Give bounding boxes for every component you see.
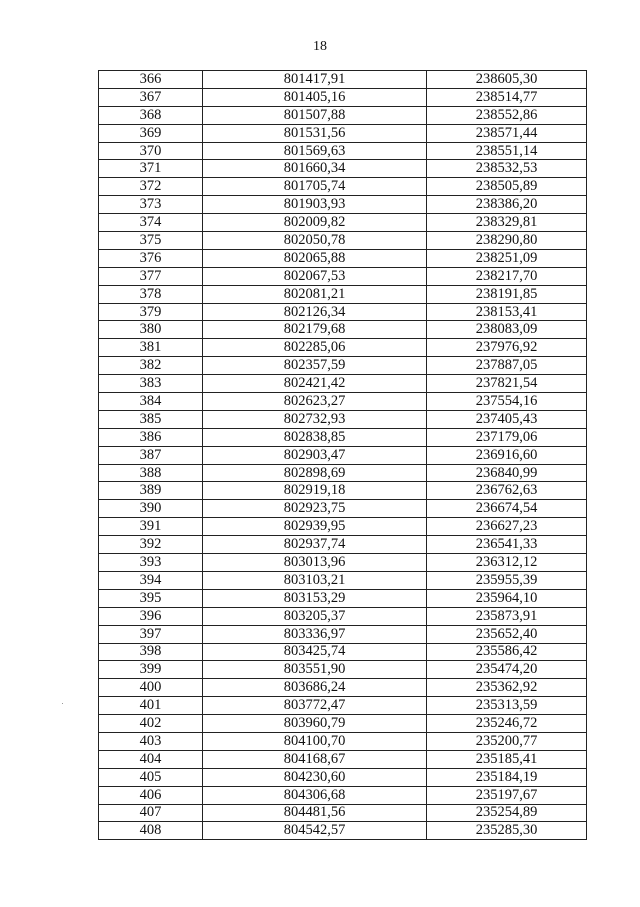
table-row: [99, 160, 587, 178]
y-coordinate-cell: 238571,44: [427, 124, 587, 142]
point-number-cell: 398: [99, 643, 203, 661]
x-coordinate-cell: 803153,29: [203, 589, 427, 607]
table-row: [99, 607, 587, 625]
table-row: [99, 375, 587, 393]
x-coordinate-cell: 802179,68: [203, 321, 427, 339]
y-coordinate-cell: 237179,06: [427, 428, 587, 446]
point-number-cell: 397: [99, 625, 203, 643]
table-row: [99, 482, 587, 500]
y-coordinate-cell: 236312,12: [427, 554, 587, 572]
point-number-cell: 385: [99, 410, 203, 428]
point-number-cell: 392: [99, 536, 203, 554]
point-number-cell: 375: [99, 232, 203, 250]
y-coordinate-cell: 238532,53: [427, 160, 587, 178]
x-coordinate-cell: 803013,96: [203, 554, 427, 572]
x-coordinate-cell: 802732,93: [203, 410, 427, 428]
x-coordinate-cell: 801405,16: [203, 88, 427, 106]
table-row: [99, 339, 587, 357]
x-coordinate-cell: 801903,93: [203, 196, 427, 214]
table-row: [99, 428, 587, 446]
x-coordinate-cell: 803551,90: [203, 661, 427, 679]
table-row: [99, 410, 587, 428]
point-number-cell: 373: [99, 196, 203, 214]
table-row: [99, 625, 587, 643]
x-coordinate-cell: 802050,78: [203, 232, 427, 250]
table-row: [99, 750, 587, 768]
point-number-cell: 404: [99, 750, 203, 768]
point-number-cell: 407: [99, 804, 203, 822]
x-coordinate-cell: 802623,27: [203, 393, 427, 411]
x-coordinate-cell: 803960,79: [203, 715, 427, 733]
y-coordinate-cell: 235197,67: [427, 786, 587, 804]
table-row: [99, 249, 587, 267]
x-coordinate-cell: 801507,88: [203, 106, 427, 124]
table-row: [99, 393, 587, 411]
y-coordinate-cell: 235285,30: [427, 822, 587, 840]
y-coordinate-cell: 238191,85: [427, 285, 587, 303]
x-coordinate-cell: 802285,06: [203, 339, 427, 357]
table-row: [99, 822, 587, 840]
point-number-cell: 367: [99, 88, 203, 106]
x-coordinate-cell: 801531,56: [203, 124, 427, 142]
table-row: [99, 536, 587, 554]
point-number-cell: 391: [99, 518, 203, 536]
y-coordinate-cell: 235955,39: [427, 571, 587, 589]
point-number-cell: 388: [99, 464, 203, 482]
x-coordinate-cell: 802923,75: [203, 500, 427, 518]
y-coordinate-cell: 237887,05: [427, 357, 587, 375]
point-number-cell: 408: [99, 822, 203, 840]
point-number-cell: 384: [99, 393, 203, 411]
y-coordinate-cell: 236674,54: [427, 500, 587, 518]
table-row: [99, 124, 587, 142]
y-coordinate-cell: 236762,63: [427, 482, 587, 500]
point-number-cell: 389: [99, 482, 203, 500]
y-coordinate-cell: 238083,09: [427, 321, 587, 339]
y-coordinate-cell: 235474,20: [427, 661, 587, 679]
page-number: 18: [313, 39, 327, 54]
table-row: [99, 643, 587, 661]
y-coordinate-cell: 238329,81: [427, 214, 587, 232]
table-row: [99, 232, 587, 250]
point-number-cell: 396: [99, 607, 203, 625]
x-coordinate-cell: 803103,21: [203, 571, 427, 589]
y-coordinate-cell: 238217,70: [427, 267, 587, 285]
x-coordinate-cell: 801417,91: [203, 71, 427, 89]
table-row: [99, 768, 587, 786]
table-row: [99, 196, 587, 214]
y-coordinate-cell: 238251,09: [427, 249, 587, 267]
y-coordinate-cell: 236627,23: [427, 518, 587, 536]
table-row: [99, 71, 587, 89]
y-coordinate-cell: 235200,77: [427, 732, 587, 750]
point-number-cell: 370: [99, 142, 203, 160]
point-number-cell: 406: [99, 786, 203, 804]
y-coordinate-cell: 237554,16: [427, 393, 587, 411]
point-number-cell: 366: [99, 71, 203, 89]
x-coordinate-cell: 802937,74: [203, 536, 427, 554]
table-row: [99, 214, 587, 232]
point-number-cell: 372: [99, 178, 203, 196]
x-coordinate-cell: 804168,67: [203, 750, 427, 768]
y-coordinate-cell: 238290,80: [427, 232, 587, 250]
point-number-cell: 383: [99, 375, 203, 393]
y-coordinate-cell: 235964,10: [427, 589, 587, 607]
x-coordinate-cell: 801569,63: [203, 142, 427, 160]
y-coordinate-cell: 235185,41: [427, 750, 587, 768]
y-coordinate-cell: 235873,91: [427, 607, 587, 625]
table-row: [99, 571, 587, 589]
y-coordinate-cell: 237821,54: [427, 375, 587, 393]
x-coordinate-cell: 804230,60: [203, 768, 427, 786]
point-number-cell: 382: [99, 357, 203, 375]
y-coordinate-cell: 235652,40: [427, 625, 587, 643]
point-number-cell: 379: [99, 303, 203, 321]
x-coordinate-cell: 803686,24: [203, 679, 427, 697]
point-number-cell: 403: [99, 732, 203, 750]
y-coordinate-cell: 238552,86: [427, 106, 587, 124]
y-coordinate-cell: 236916,60: [427, 446, 587, 464]
x-coordinate-cell: 801660,34: [203, 160, 427, 178]
table-row: [99, 500, 587, 518]
x-coordinate-cell: 802357,59: [203, 357, 427, 375]
point-number-cell: 390: [99, 500, 203, 518]
x-coordinate-cell: 802067,53: [203, 267, 427, 285]
y-coordinate-cell: 237976,92: [427, 339, 587, 357]
point-number-cell: 369: [99, 124, 203, 142]
table-row: [99, 357, 587, 375]
y-coordinate-cell: 235246,72: [427, 715, 587, 733]
y-coordinate-cell: 238153,41: [427, 303, 587, 321]
point-number-cell: 378: [99, 285, 203, 303]
table-row: [99, 464, 587, 482]
y-coordinate-cell: 238551,14: [427, 142, 587, 160]
x-coordinate-cell: 802919,18: [203, 482, 427, 500]
table-row: [99, 786, 587, 804]
x-coordinate-cell: 802081,21: [203, 285, 427, 303]
table-row: [99, 142, 587, 160]
y-coordinate-cell: 237405,43: [427, 410, 587, 428]
point-number-cell: 400: [99, 679, 203, 697]
x-coordinate-cell: 802065,88: [203, 249, 427, 267]
x-coordinate-cell: 803772,47: [203, 697, 427, 715]
table-row: [99, 106, 587, 124]
table-row: [99, 88, 587, 106]
y-coordinate-cell: 238605,30: [427, 71, 587, 89]
point-number-cell: 380: [99, 321, 203, 339]
table-row: [99, 446, 587, 464]
y-coordinate-cell: 236541,33: [427, 536, 587, 554]
y-coordinate-cell: 236840,99: [427, 464, 587, 482]
y-coordinate-cell: 238514,77: [427, 88, 587, 106]
table-row: [99, 267, 587, 285]
y-coordinate-cell: 238386,20: [427, 196, 587, 214]
table-body: [99, 71, 587, 840]
point-number-cell: 395: [99, 589, 203, 607]
point-number-cell: 368: [99, 106, 203, 124]
scan-speck: [62, 703, 63, 704]
coordinates-table: [98, 70, 587, 840]
table-row: [99, 321, 587, 339]
x-coordinate-cell: 803425,74: [203, 643, 427, 661]
table-row: [99, 518, 587, 536]
x-coordinate-cell: 802009,82: [203, 214, 427, 232]
table-row: [99, 679, 587, 697]
y-coordinate-cell: 235184,19: [427, 768, 587, 786]
point-number-cell: 405: [99, 768, 203, 786]
x-coordinate-cell: 804100,70: [203, 732, 427, 750]
point-number-cell: 376: [99, 249, 203, 267]
point-number-cell: 381: [99, 339, 203, 357]
x-coordinate-cell: 804481,56: [203, 804, 427, 822]
table-row: [99, 661, 587, 679]
x-coordinate-cell: 803205,37: [203, 607, 427, 625]
x-coordinate-cell: 802898,69: [203, 464, 427, 482]
point-number-cell: 374: [99, 214, 203, 232]
point-number-cell: 401: [99, 697, 203, 715]
table-row: [99, 732, 587, 750]
x-coordinate-cell: 802126,34: [203, 303, 427, 321]
y-coordinate-cell: 235254,89: [427, 804, 587, 822]
y-coordinate-cell: 238505,89: [427, 178, 587, 196]
table-row: [99, 178, 587, 196]
x-coordinate-cell: 802939,95: [203, 518, 427, 536]
table-row: [99, 303, 587, 321]
point-number-cell: 386: [99, 428, 203, 446]
x-coordinate-cell: 802903,47: [203, 446, 427, 464]
point-number-cell: 387: [99, 446, 203, 464]
point-number-cell: 371: [99, 160, 203, 178]
table-row: [99, 804, 587, 822]
point-number-cell: 393: [99, 554, 203, 572]
x-coordinate-cell: 804306,68: [203, 786, 427, 804]
y-coordinate-cell: 235586,42: [427, 643, 587, 661]
x-coordinate-cell: 802421,42: [203, 375, 427, 393]
y-coordinate-cell: 235313,59: [427, 697, 587, 715]
point-number-cell: 399: [99, 661, 203, 679]
x-coordinate-cell: 804542,57: [203, 822, 427, 840]
table-row: [99, 285, 587, 303]
x-coordinate-cell: 803336,97: [203, 625, 427, 643]
point-number-cell: 377: [99, 267, 203, 285]
y-coordinate-cell: 235362,92: [427, 679, 587, 697]
x-coordinate-cell: 801705,74: [203, 178, 427, 196]
point-number-cell: 402: [99, 715, 203, 733]
table-row: [99, 589, 587, 607]
table-row: [99, 697, 587, 715]
x-coordinate-cell: 802838,85: [203, 428, 427, 446]
point-number-cell: 394: [99, 571, 203, 589]
table-row: [99, 715, 587, 733]
table-row: [99, 554, 587, 572]
